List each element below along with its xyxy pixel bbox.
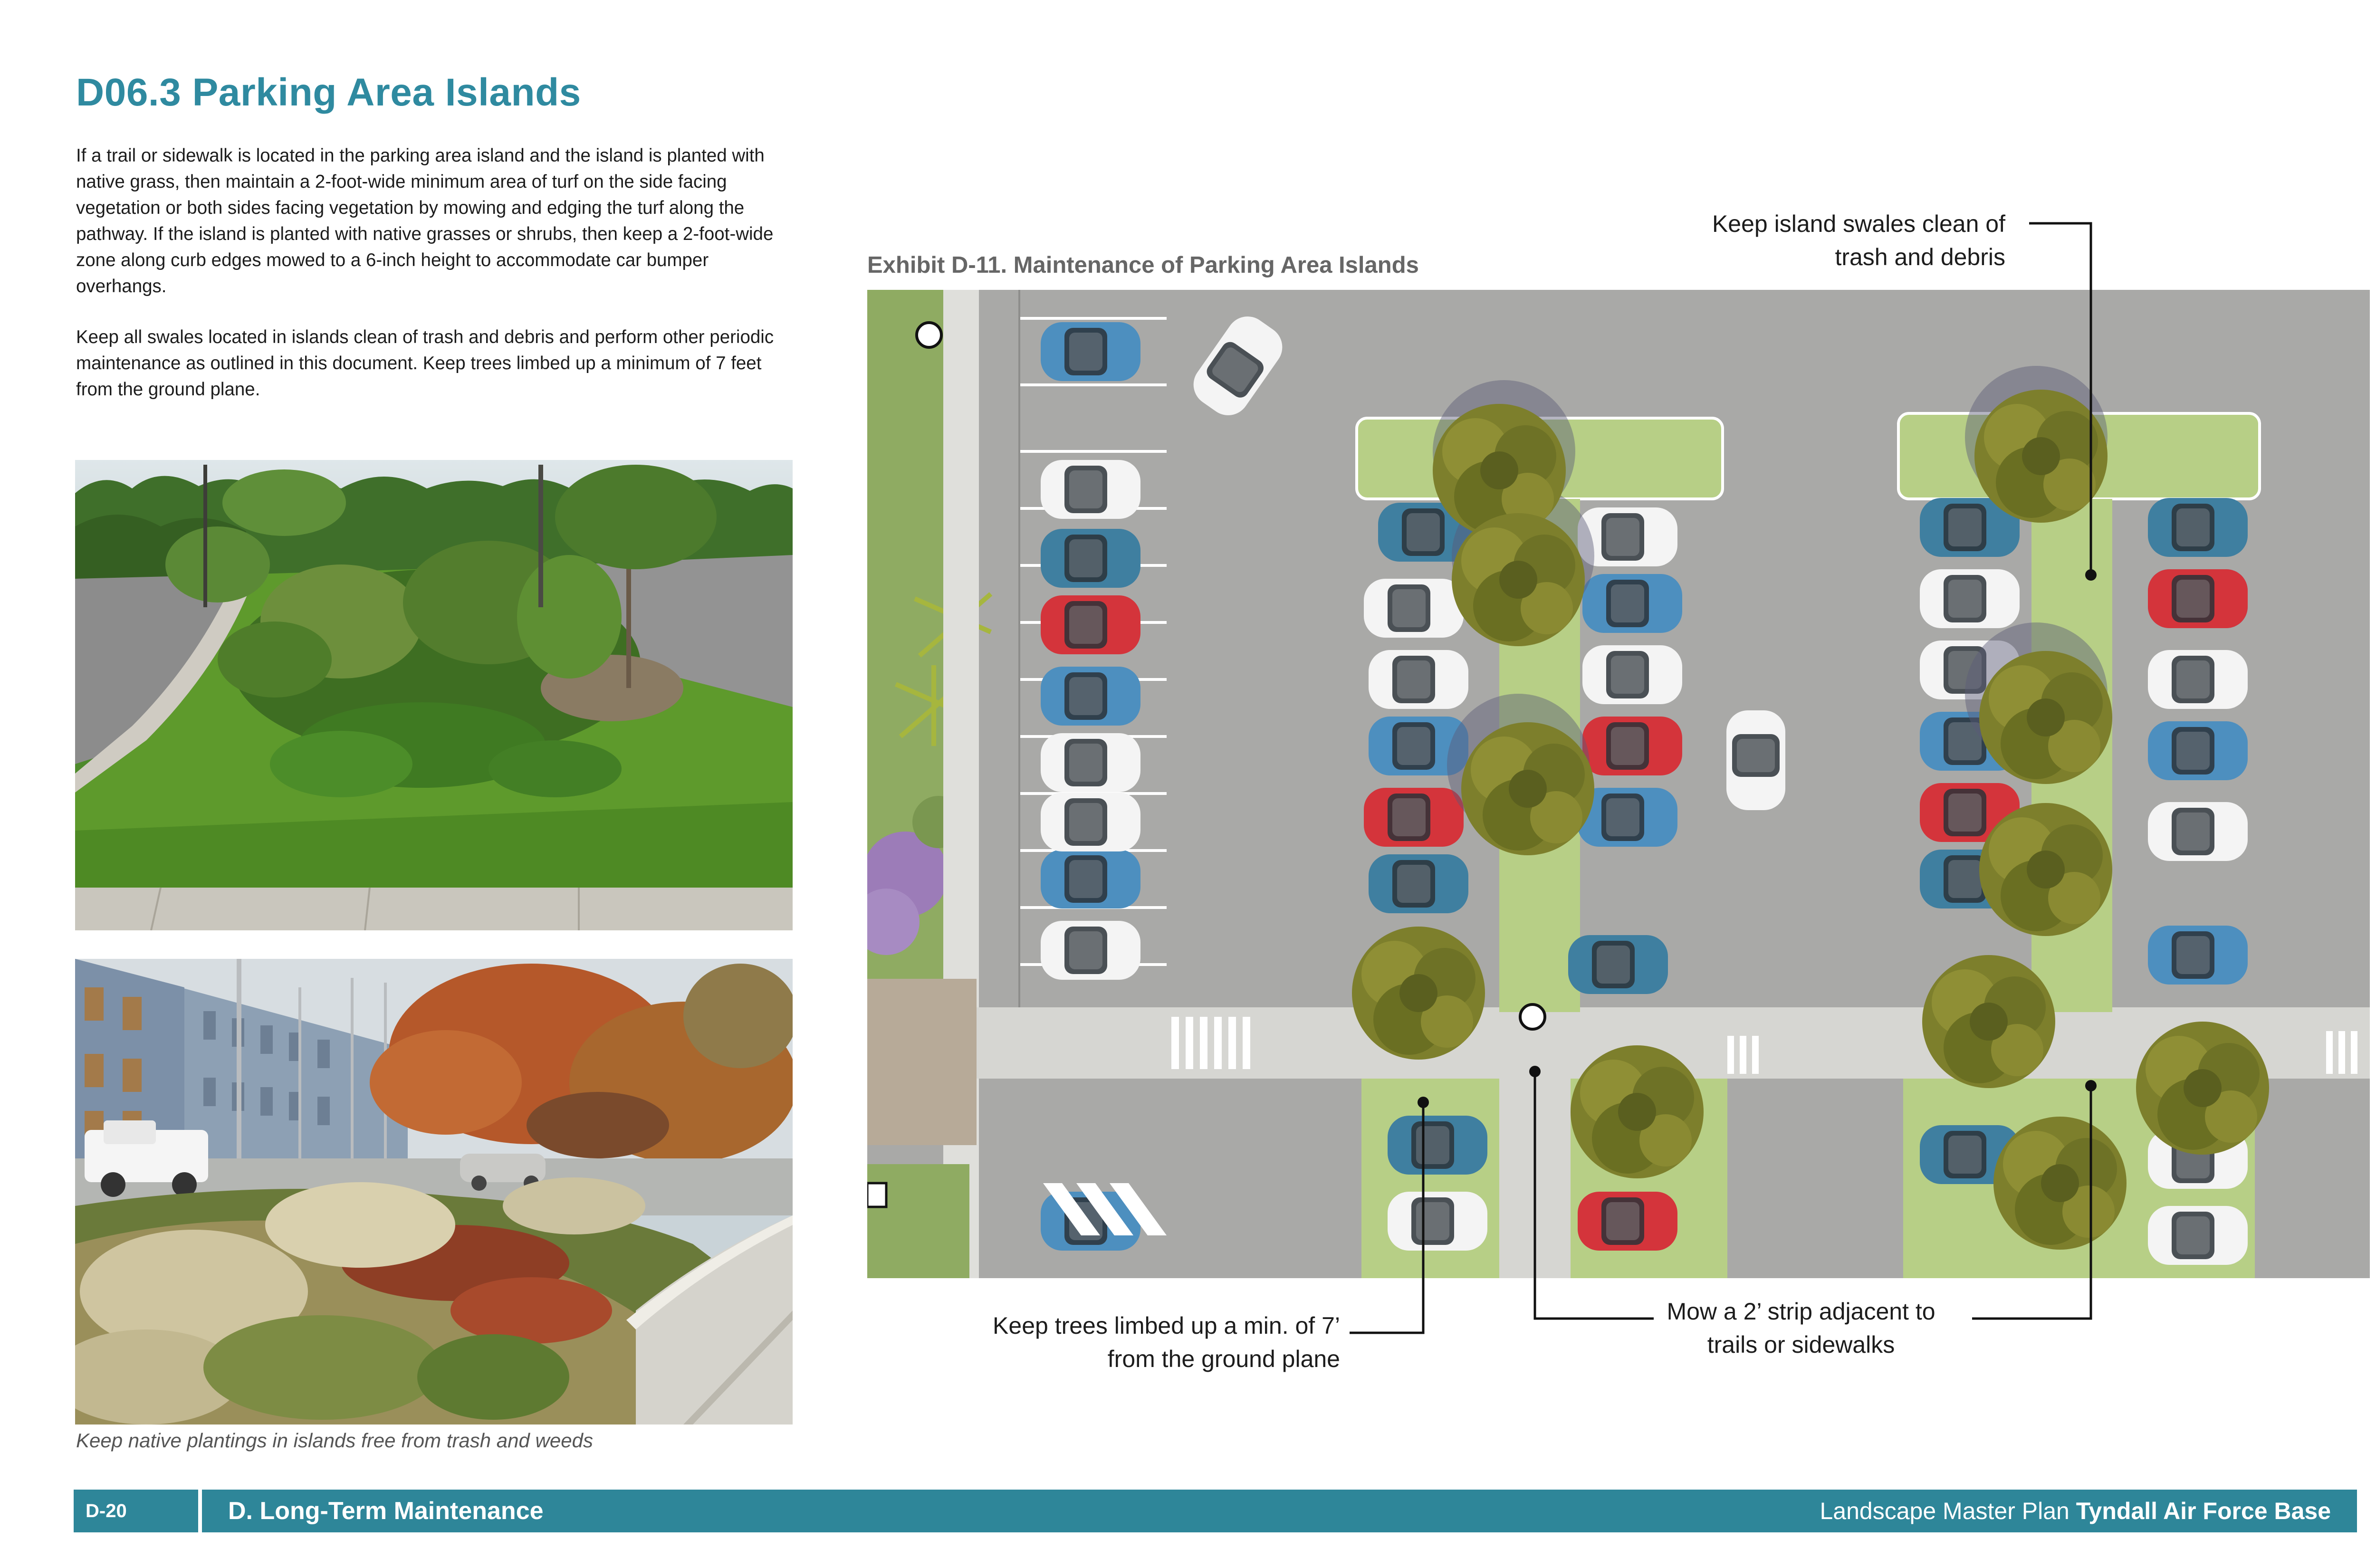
document-title-plain: Landscape Master Plan — [1820, 1498, 2076, 1524]
photo-caption: Keep native plantings in islands free from trash and weeds — [76, 1429, 593, 1452]
document-title-bold: Tyndall Air Force Base — [2076, 1498, 2331, 1524]
callout-mow-strip — [1587, 1295, 2015, 1361]
callout-line: Mow a 2’ strip adjacent to — [1667, 1298, 1935, 1325]
section-title: D. Long-Term Maintenance — [228, 1497, 544, 1525]
footer-divider — [198, 1490, 202, 1532]
callout-line: Keep trees limbed up a min. of 7’ — [993, 1312, 1340, 1339]
callout-line: Keep island swales clean of — [1712, 210, 2005, 237]
body-paragraph-2: Keep all swales located in islands clean of trash and debris and perform other periodic maintenance as outlined in this document. Keep trees limbed up a minimum of 7 feet from the ground plane. — [76, 327, 774, 400]
page-title: D06.3 Parking Area Islands — [76, 71, 581, 114]
body-paragraph-1: If a trail or sidewalk is located in the parking area island and the island is planted with native grass, then maintain a 2-foot-wide minimum area of turf on the side facing vegetation or both sides facing vegetation by mowing and edging the turf along the pathway. If the island is planted with native grasses or shrubs, then keep a 2-foot-wide zone along curb edges mowed to a 6-inch height to accommodate car bumper overhangs. — [76, 145, 774, 296]
callout-line: trash and debris — [1835, 244, 2005, 270]
page-number: D-20 — [86, 1501, 127, 1521]
document-title — [1820, 1490, 2331, 1532]
callout-line: trails or sidewalks — [1707, 1331, 1895, 1358]
exhibit-title: Exhibit D-11. Maintenance of Parking Area Islands — [867, 252, 1419, 278]
callout-island-swales — [1582, 207, 2005, 274]
callout-line: from the ground plane — [1107, 1346, 1340, 1372]
footer-bar — [74, 1490, 2357, 1532]
callout-tree-limbing — [870, 1309, 1340, 1376]
